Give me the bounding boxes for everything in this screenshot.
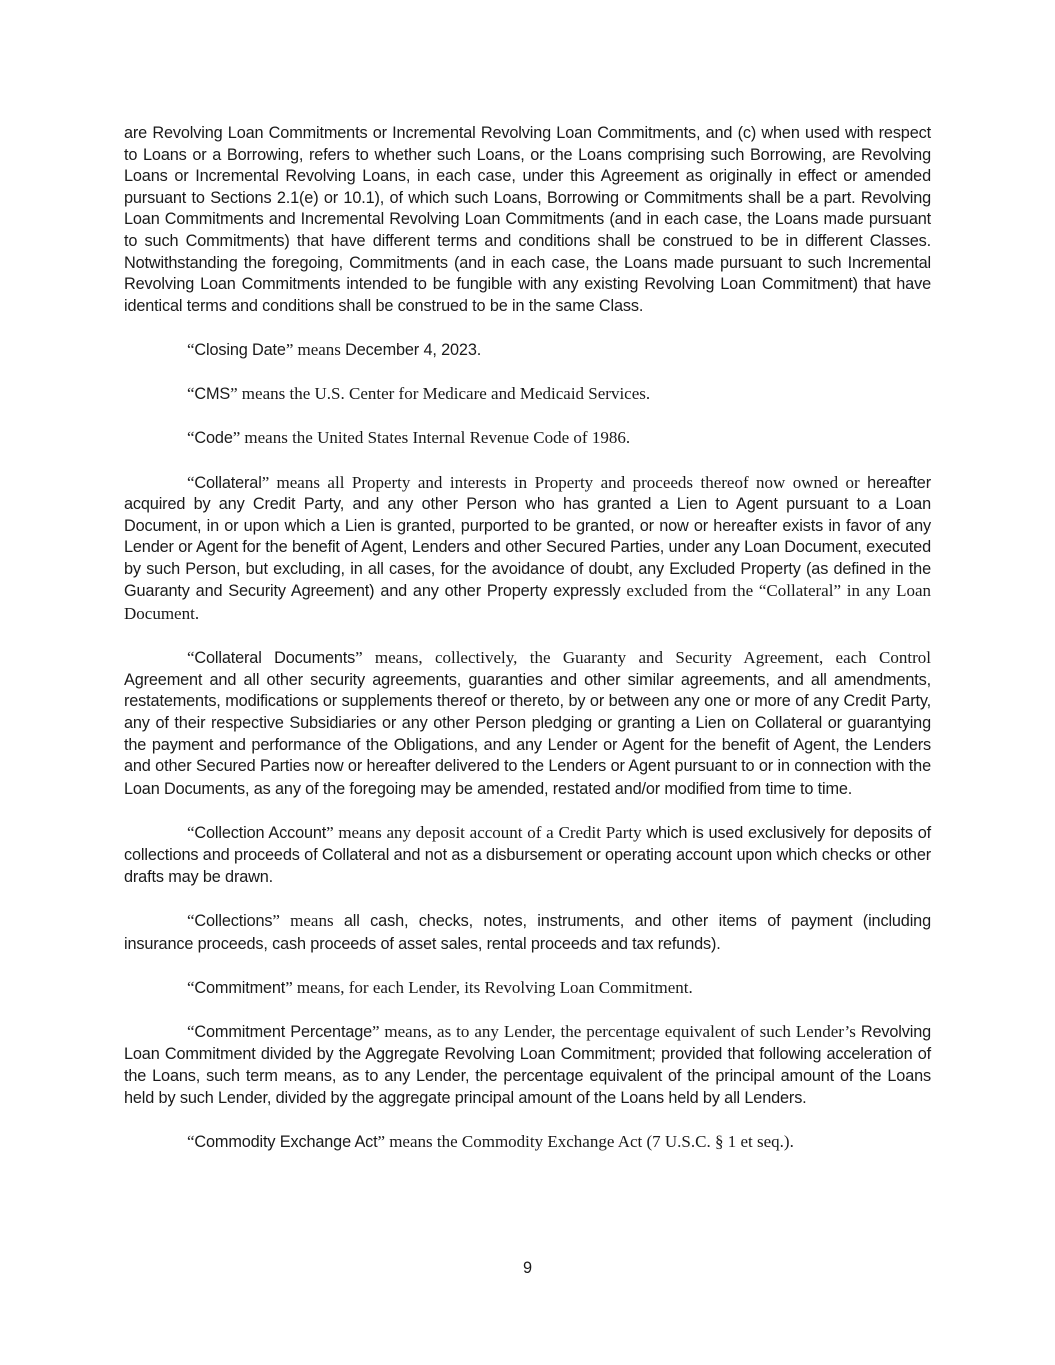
definition-collections [124,910,931,955]
close-quote: ” [355,648,363,668]
close-quote: ” [285,339,294,359]
definition-connector: means, collectively, the Guaranty and Security Agreement, each Control [362,648,931,668]
defined-term: Code [194,429,233,448]
definition-connector: means [293,339,346,359]
definition-connector: means any deposit account of a Credit Party [333,823,647,842]
definition-commitment [124,977,931,1000]
definition-body: Agreement and all other security agreements, guaranties and other similar agreements, and all amendments, restatements, modifications or supplements thereof or thereto, by or between any one or more of any Credit Party, any of their respective Subsidiaries or any other Person pledging or granting a Lien on Collateral or guarantying the payment and performance of the Obligations, and any Lender or Agent for the benefit of Agent, the Lenders and other Secured Parties now or hereafter delivered to the Lenders or Agent pursuant to or in connection with the Loan Documents, as any of the foregoing may be amended, restated and/or modified from time to time. [124,670,931,798]
open-quote: “ [187,823,195,842]
close-quote: ” [377,1132,385,1152]
document-page [124,123,931,1176]
defined-term: Collateral [194,473,262,492]
defined-term: Collections [194,912,273,931]
close-quote: ” [326,823,334,842]
definition-connector: means, as to any Lender, the percentage equivalent of such Lender’s [379,1022,861,1042]
page-number: 9 [522,1259,533,1277]
close-quote: ” [230,384,238,404]
close-quote: ” [272,911,280,931]
close-quote: ” [285,978,293,998]
open-quote: “ [187,428,195,448]
definition-connector: means the U.S. Center for Medicare and Medicaid Services. [237,384,651,404]
close-quote: ” [232,428,241,448]
definition-closing-date [124,339,931,362]
opening-paragraph: are Revolving Loan Commitments or Incremental Revolving Loan Commitments, and (c) when used with respect to Loans or a Borrowing, refers to whether such Loans, or the Loans comprising such Borrowing, are Revolving Loans or Incremental Revolving Loans, in each case, under this Agreement as originally in effect or amended pursuant to Sections 2.1(e) or 10.1), of which such Loans, Borrowing or Commitments shall be a part. Revolving Loan Commitments and Incremental Revolving Loan Commitments (and in each case, the Loans made pursuant to such Commitments) that have different terms and conditions shall be construed to be in different Classes. Notwithstanding the foregoing, Commitments (and in each case, the Loans made pursuant to such Incremental Revolving Loan Commitments intended to be fungible with any existing Revolving Loan Commitment) that have identical terms and conditions shall be construed to be in the same Class. [124,124,931,315]
definition-connector: means, for each Lender, its Revolving Loan Commitment. [292,978,693,998]
defined-term: Commitment Percentage [194,1023,373,1042]
defined-term: Collection Account [194,824,327,842]
definition-body: December 4, 2023. [345,340,482,359]
open-quote: “ [187,648,195,668]
definition-collateral-documents [124,647,931,800]
defined-term: CMS [194,385,231,404]
definition-connector: means the Commodity Exchange Act (7 U.S.C. § 1 et seq.). [384,1132,794,1152]
open-quote: “ [187,339,195,359]
definition-commodity-exchange-act [124,1131,931,1154]
defined-term: Commodity Exchange Act [194,1133,378,1152]
open-quote: “ [187,1132,195,1152]
defined-term: Collateral Documents [194,649,356,668]
open-quote: “ [187,978,195,998]
definition-code [124,427,931,450]
definition-connector: means [279,911,344,931]
defined-term: Commitment [194,979,286,998]
definition-body: all cash, checks, notes, instruments, and other items of payment (including insurance proceeds, cash proceeds of asset sales, rental proceeds and tax refunds). [124,912,931,953]
definition-body: hereafter acquired by any Credit Party, and any other Person who has granted a Lien to Agent pursuant to a Loan Document, in or upon which a Lien is granted, purported to be granted, or now or hereafter exists in favor of any Lender or Agent for the benefit of Agent, Lenders and other Secured Parties, under any Loan Document, executed by such Person, but excluding, in all cases, for the avoidance of doubt, any Excluded Property (as defined in the Guaranty and Security Agreement) and any other Property expressly [124,473,931,601]
close-quote: ” [261,472,270,492]
definition-collateral [124,472,931,626]
definition-cms [124,383,931,406]
definition-connector: means all Property and interests in Property and proceeds thereof now owned or [269,472,868,492]
open-quote: “ [187,384,195,404]
close-quote: ” [372,1022,380,1042]
open-quote: “ [187,472,195,492]
definition-body: which is used exclusively for deposits of collections and proceeds of Collateral and not as a disbursement or operating account upon which checks or other drafts may be drawn. [124,824,931,887]
definition-collection-account [124,822,931,889]
definition-body: Revolving Loan Commitment divided by the Aggregate Revolving Loan Commitment; provided that following acceleration of the Loans, such term means, as to any Lender, the percentage equivalent of the principal amount of the Loans held by such Lender, divided by the aggregate principal amount of the Loans held by all Lenders. [124,1023,932,1108]
open-quote: “ [187,1022,195,1042]
definition-connector: means the United States Internal Revenue Code of 1986. [240,428,631,448]
defined-term: Closing Date [194,340,286,359]
open-quote: “ [187,911,195,931]
definition-body-serif: excluded from the “Collateral” in any Loan Document. [124,581,931,624]
definition-commitment-percentage [124,1021,931,1109]
